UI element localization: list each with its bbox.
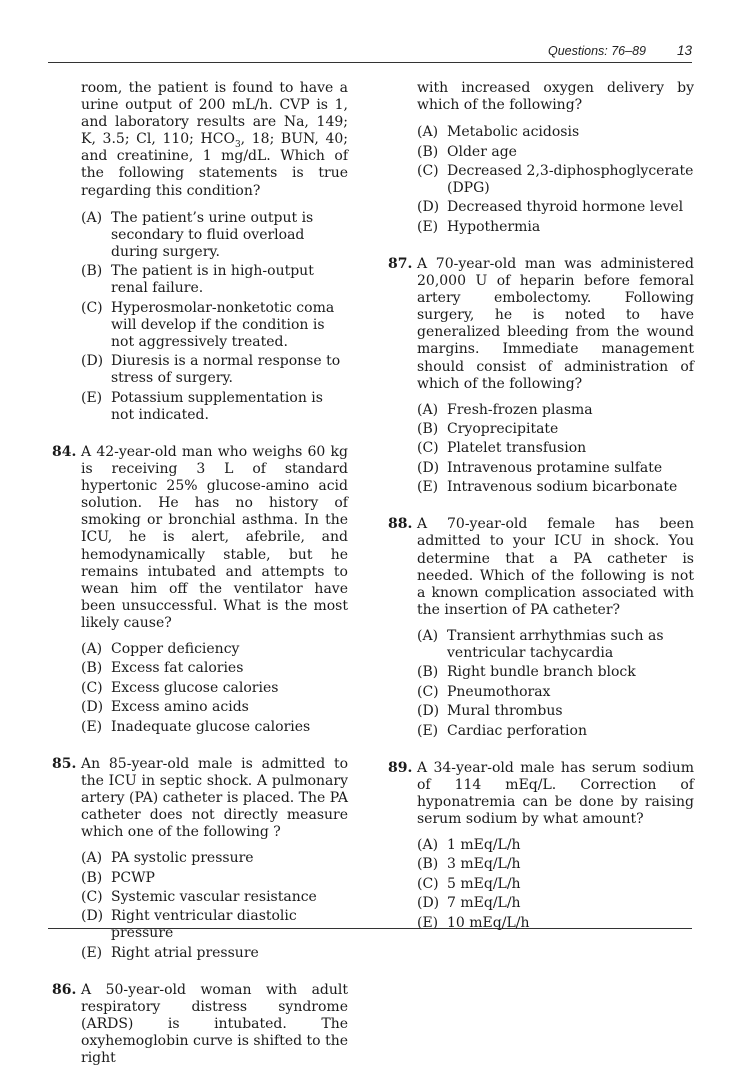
answer-option: [81, 889, 348, 906]
option-text: Inadequate glucose calories: [111, 718, 311, 735]
option-text: Excess fat calories: [111, 660, 244, 677]
option-text: Right bundle branch block: [447, 664, 636, 681]
question-stem: A 34-year-old male has serum sodium of 114 mEq/L. Correction of hyponatremia can be done by raising serum sodium by what amount?: [417, 759, 694, 827]
question-number: 84.: [52, 443, 77, 460]
answer-option: [81, 680, 348, 697]
option-letter: (D): [81, 699, 104, 716]
option-text: Metabolic acidosis: [447, 124, 580, 141]
option-letter: (C): [417, 683, 439, 700]
answer-option: [417, 664, 694, 681]
page-number: 13: [676, 43, 692, 58]
option-text: PCWP: [111, 869, 155, 886]
answer-option: [417, 895, 694, 912]
option-text: Diuresis is a normal response to stress of surgery.: [111, 353, 341, 387]
option-text: 5 mEq/L/h: [447, 875, 521, 892]
running-header: [48, 40, 692, 63]
continued-stem: room, the patient is found to have a urine output of 200 mL/h. CVP is 1, and laboratory results are Na, 149; K, 3.5; Cl, 110; $HCO_3$, 18; BUN, 40; and creatinine, 1 mg/dL. Which of the following statements is true regarding this condition?: [81, 80, 348, 199]
option-letter: (E): [81, 944, 103, 961]
answer-options: [417, 628, 694, 740]
option-letter: (E): [417, 479, 439, 496]
option-letter: (A): [417, 401, 439, 418]
option-text: 3 mEq/L/h: [447, 856, 521, 873]
answer-option: [417, 856, 694, 873]
answer-option: [417, 199, 694, 216]
question-number: 88.: [388, 516, 413, 533]
left-column: [52, 80, 348, 1076]
answer-option: [417, 460, 694, 477]
option-letter: (B): [417, 664, 439, 681]
answer-option: [417, 219, 694, 236]
option-letter: (A): [417, 627, 439, 644]
option-letter: (E): [81, 389, 103, 406]
answer-options: [81, 850, 348, 962]
option-letter: (E): [417, 722, 439, 739]
option-letter: (A): [81, 641, 103, 657]
answer-option: [417, 684, 694, 701]
question-item: [388, 516, 694, 739]
option-letter: (C): [81, 679, 103, 696]
option-text: Excess glucose calories: [111, 679, 279, 696]
continued-options: [81, 210, 348, 424]
answer-options: [417, 837, 694, 932]
answer-option: [417, 723, 694, 740]
option-text: Decreased thyroid hormone level: [447, 199, 684, 216]
answer-option: [417, 402, 694, 419]
option-text: Intravenous sodium bicarbonate: [447, 479, 678, 496]
continued-options: [417, 124, 694, 236]
option-letter: (C): [417, 440, 439, 457]
answer-option: [81, 390, 348, 424]
option-letter: (B): [81, 660, 103, 677]
option-letter: (D): [417, 895, 440, 912]
option-letter: (C): [417, 162, 439, 179]
answer-option: [417, 915, 694, 932]
option-letter: (C): [81, 888, 103, 905]
question-number: 85.: [52, 755, 77, 772]
option-letter: (D): [417, 459, 440, 476]
answer-option: [417, 144, 694, 161]
question-stem: An 85-year-old male is admitted to the ICU in septic shock. A pulmonary artery (PA) catheter is placed. The PA catheter does not directly measure which one of the following ?: [81, 755, 349, 841]
option-text: Hyperosmolar-nonketotic coma will develop if the condition is not aggressively treated.: [111, 299, 335, 350]
option-text: Older age: [447, 143, 517, 160]
answer-option: [81, 870, 348, 887]
answer-option: [417, 440, 694, 457]
option-letter: (D): [81, 908, 104, 925]
answer-option: [81, 353, 348, 387]
answer-option: [417, 837, 694, 854]
option-letter: (E): [417, 218, 439, 235]
option-text: 10 mEq/L/h: [447, 914, 530, 931]
option-text: PA systolic pressure: [111, 850, 254, 867]
option-letter: (D): [81, 353, 104, 370]
option-letter: (A): [417, 124, 439, 141]
answer-option: [417, 876, 694, 893]
option-text: Fresh-frozen plasma: [447, 401, 593, 418]
option-text: Systemic vascular resistance: [111, 888, 317, 905]
option-text: Copper deficiency: [111, 641, 240, 657]
answer-option: [81, 945, 348, 962]
option-letter: (B): [81, 869, 103, 886]
answer-option: [417, 421, 694, 438]
option-letter: (C): [417, 875, 439, 892]
answer-option: [417, 124, 694, 141]
option-letter: (D): [417, 703, 440, 720]
question-stem: A 70-year-old man was administered 20,000 U of heparin before femoral artery embolectomy. Following surgery, he is noted to have generalized bleeding from the wound margins. Immediate management should consist of administration of which of the following?: [417, 255, 694, 392]
option-text: The patient is in high-output renal failure.: [111, 263, 314, 297]
option-letter: (E): [81, 718, 103, 735]
answer-option: [81, 210, 348, 261]
answer-option: [417, 163, 694, 197]
question-number: 86.: [52, 981, 77, 998]
answer-option: [81, 660, 348, 677]
option-text: Cryoprecipitate: [447, 421, 559, 438]
question-item: [52, 756, 348, 962]
option-text: Pneumothorax: [447, 683, 551, 700]
option-text: Decreased 2,3-diphosphoglycerate (DPG): [447, 162, 694, 197]
option-letter: (B): [417, 421, 439, 438]
option-letter: (D): [417, 199, 440, 216]
answer-option: [81, 641, 348, 658]
option-text: Mural thrombus: [447, 703, 563, 720]
option-text: 1 mEq/L/h: [447, 837, 521, 854]
question-item: [388, 760, 694, 932]
question-stem: A 70-year-old female has been admitted to your ICU in shock. You determine that a PA catheter is needed. Which of the following is not a known complication associated with the insertion of PA catheter?: [417, 516, 694, 618]
right-column: [388, 80, 694, 952]
footer-rule: [48, 928, 692, 929]
option-text: Intravenous protamine sulfate: [447, 459, 663, 476]
question-range: Questions: 76–89: [548, 44, 646, 58]
answer-option: [81, 699, 348, 716]
option-letter: (A): [417, 837, 439, 854]
answer-option: [81, 850, 348, 867]
question-stem: A 50-year-old woman with adult respiratory distress syndrome (ARDS) is intubated. The oxyhemoglobin curve is shifted to the right: [81, 981, 348, 1067]
question-list: [52, 444, 348, 1067]
option-text: Hypothermia: [447, 218, 541, 235]
answer-option: [417, 628, 694, 662]
continued-stem: with increased oxygen delivery by which of the following?: [417, 80, 694, 114]
answer-option: [81, 719, 348, 736]
option-letter: (B): [81, 263, 103, 280]
answer-options: [81, 641, 348, 736]
question-number: 87.: [388, 255, 413, 272]
option-letter: (B): [417, 856, 439, 873]
answer-option: [81, 263, 348, 297]
option-letter: (C): [81, 299, 103, 316]
option-text: Cardiac perforation: [447, 722, 587, 739]
option-text: Excess amino acids: [111, 699, 249, 716]
question-stem: A 42-year-old man who weighs 60 kg is receiving 3 L of standard hypertonic 25% glucose-amino acid solution. He has no history of smoking or bronchial asthma. In the ICU, he is alert, afebrile, and hemodynamically stable, but he remains intubated and attempts to wean him off the ventilator have been unsuccessful. What is the most likely cause?: [81, 443, 348, 631]
option-text: Right ventricular diastolic pressure: [111, 908, 297, 942]
question-list: [388, 256, 694, 932]
question-item: [52, 982, 348, 1067]
option-letter: (E): [417, 914, 439, 931]
option-letter: (A): [81, 209, 103, 226]
option-letter: (A): [81, 850, 103, 867]
question-item: [388, 256, 694, 496]
answer-option: [81, 300, 348, 351]
answer-option: [417, 479, 694, 496]
answer-option: [81, 908, 348, 942]
option-text: Transient arrhythmias such as ventricular tachycardia: [447, 627, 664, 661]
option-text: Right atrial pressure: [111, 944, 259, 961]
option-text: Potassium supplementation is not indicated.: [111, 389, 323, 423]
option-letter: (B): [417, 143, 439, 160]
answer-options: [417, 402, 694, 497]
answer-option: [417, 703, 694, 720]
option-text: The patient’s urine output is secondary to fluid overload during surgery.: [111, 209, 314, 260]
option-text: Platelet transfusion: [447, 440, 587, 457]
question-item: [52, 444, 348, 736]
option-text: 7 mEq/L/h: [447, 895, 521, 912]
question-number: 89.: [388, 759, 413, 776]
